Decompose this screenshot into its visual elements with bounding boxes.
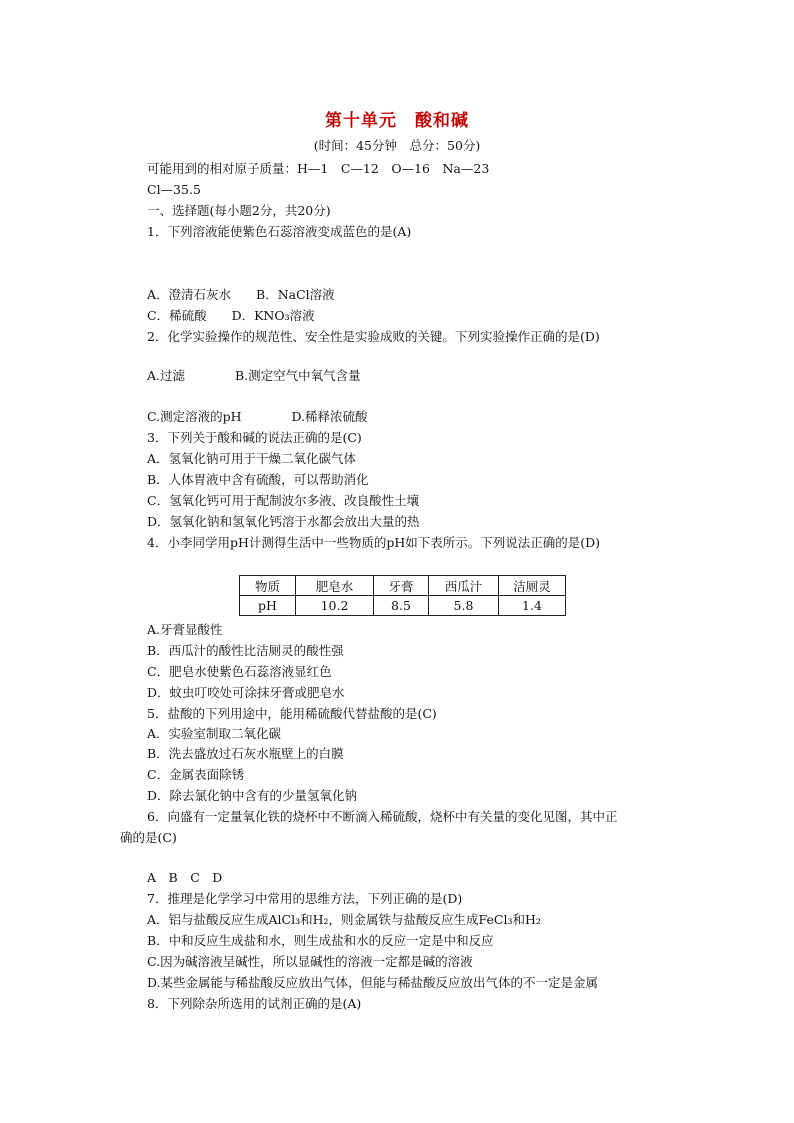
atomic-masses-line2: Cl—35.5 xyxy=(147,182,201,197)
page-title: 第十单元 酸和碱 xyxy=(325,111,469,131)
table-cell: 肥皂水 xyxy=(296,576,374,596)
table-cell: 8.5 xyxy=(374,596,429,616)
question-5-option-d: D．除去氯化钠中含有的少量氢氧化钠 xyxy=(147,788,358,803)
question-4-stem: 4．小李同学用pH计测得生活中一些物质的pH如下表所示。下列说法正确的是(D) xyxy=(147,535,601,550)
question-7-stem: 7．推理是化学学习中常用的思维方法，下列正确的是(D) xyxy=(147,891,463,906)
question-1-stem: 1．下列溶液能使紫色石蕊溶液变成蓝色的是(A) xyxy=(147,224,412,239)
question-5-option-c: C．金属表面除锈 xyxy=(147,767,245,782)
question-2-options-ab: A.过滤 B.测定空气中氧气含量 xyxy=(147,368,361,383)
question-2-options-cd: C.测定溶液的pH D.稀释浓硫酸 xyxy=(147,409,368,424)
time-score-info: (时间：45分钟 总分：50分) xyxy=(313,138,481,153)
question-7-option-c: C.因为碱溶液呈碱性，所以显碱性的溶液一定都是碱的溶液 xyxy=(147,954,473,969)
question-4-option-b: B．西瓜汁的酸性比洁厕灵的酸性强 xyxy=(147,643,344,658)
question-7-option-d: D.某些金属能与稀盐酸反应放出气体，但能与稀盐酸反应放出气体的不一定是金属 xyxy=(147,975,599,990)
question-1-options-ab: A．澄清石灰水 B．NaCl溶液 xyxy=(147,287,335,302)
question-5-option-a: A．实验室制取二氧化碳 xyxy=(147,726,282,741)
section-heading: 一、选择题(每小题2分，共20分) xyxy=(147,203,331,218)
table-cell: 牙膏 xyxy=(374,576,429,596)
question-6-options: A B C D xyxy=(147,870,223,885)
table-cell: 10.2 xyxy=(296,596,374,616)
table-row-ph xyxy=(240,596,566,616)
question-6-stem-line2: 确的是(C) xyxy=(120,830,177,845)
question-3-stem: 3．下列关于酸和碱的说法正确的是(C) xyxy=(147,430,362,445)
question-4-option-c: C．肥皂水使紫色石蕊溶液显红色 xyxy=(147,664,332,679)
table-cell: 物质 xyxy=(240,576,296,596)
question-7-option-a: A．铝与盐酸反应生成AlCl₃和H₂，则金属铁与盐酸反应生成FeCl₃和H₂ xyxy=(147,912,541,927)
question-3-option-d: D．氢氧化钠和氢氧化钙溶于水都会放出大量的热 xyxy=(147,514,420,529)
table-cell: 西瓜汁 xyxy=(429,576,499,596)
question-2-stem: 2．化学实验操作的规范性、安全性是实验成败的关键。下列实验操作正确的是(D) xyxy=(147,329,600,344)
question-3-option-c: C．氢氧化钙可用于配制波尔多液、改良酸性土壤 xyxy=(147,493,420,508)
table-cell: 1.4 xyxy=(499,596,566,616)
question-5-option-b: B．洗去盛放过石灰水瓶壁上的白膜 xyxy=(147,746,344,761)
question-8-stem: 8．下列除杂所选用的试剂正确的是(A) xyxy=(147,996,362,1011)
atomic-masses-line1: 可能用到的相对原子质量：H—1 C—12 O—16 Na—23 xyxy=(147,161,490,176)
question-3-option-a: A．氢氧化钠可用于干燥二氧化碳气体 xyxy=(147,451,357,466)
question-5-stem: 5．盐酸的下列用途中，能用稀硫酸代替盐酸的是(C) xyxy=(147,706,437,721)
question-1-options-cd: C．稀硫酸 D．KNO₃溶液 xyxy=(147,308,315,323)
question-7-option-b: B．中和反应生成盐和水，则生成盐和水的反应一定是中和反应 xyxy=(147,933,494,948)
ph-table xyxy=(239,575,566,616)
table-row-substance xyxy=(240,576,566,596)
table-cell: 5.8 xyxy=(429,596,499,616)
table-cell: 洁厕灵 xyxy=(499,576,566,596)
table-cell: pH xyxy=(240,596,296,616)
question-4-option-a: A.牙膏显酸性 xyxy=(147,622,223,637)
question-4-option-d: D．蚊虫叮咬处可涂抹牙膏或肥皂水 xyxy=(147,685,345,700)
question-3-option-b: B．人体胃液中含有硫酸，可以帮助消化 xyxy=(147,472,369,487)
question-6-stem-line1: 6．向盛有一定量氧化铁的烧杯中不断滴入稀硫酸，烧杯中有关量的变化见图，其中正 xyxy=(147,809,618,824)
